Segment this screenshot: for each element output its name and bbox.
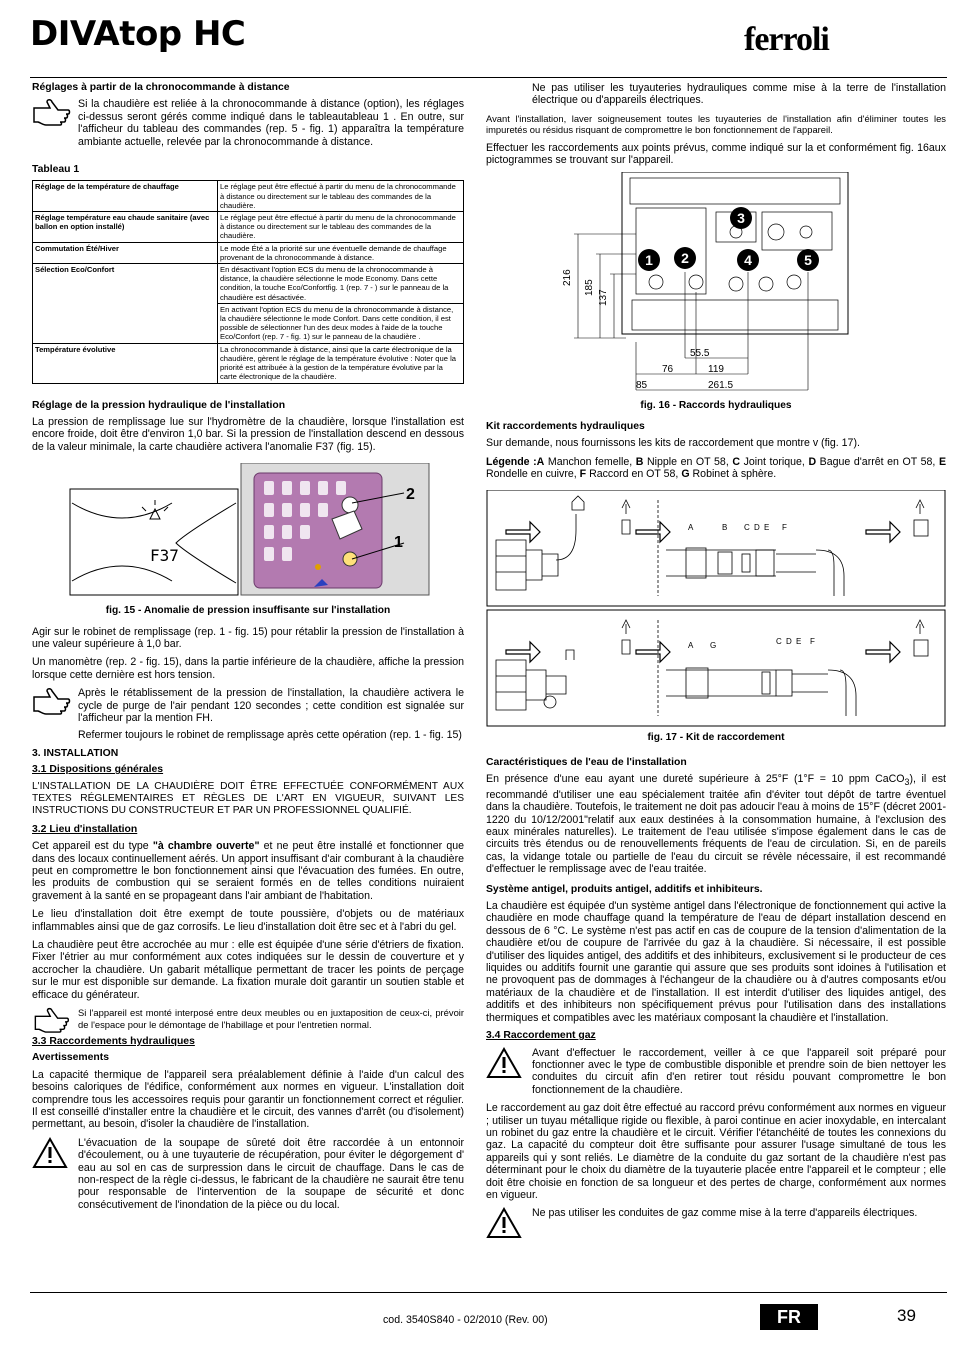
legend-item-text: Raccord en OT 58, [586, 468, 682, 481]
figure-16 [486, 172, 946, 396]
figure-15-caption: fig. 15 - Anomalie de pression insuffisante sur l'installation [105, 605, 391, 617]
warning-gas-earthing [486, 1207, 946, 1219]
paragraph-manometer: Un manomètre (rep. 2 - fig. 15), dans la partie inférieure de la chaudière, affiche la pression lorsque cette dernière est hors tension. [32, 656, 464, 681]
kit-label-c: C [744, 523, 750, 533]
table-key-cell: Réglage température eau chaude sanitaire (avec ballon en option installé) [33, 212, 218, 243]
fault-code-display: F37 [150, 546, 179, 566]
dim-85: 85 [636, 380, 648, 392]
pointing-hand-icon [32, 1007, 74, 1033]
document-code: cod. 3540S840 - 02/2010 (Rev. 00) [383, 1314, 548, 1326]
dim-55-5: 55.5 [690, 348, 710, 360]
paragraph-flush-pipes: Avant l'installation, laver soigneusement toutes les tuyauteries de l'installation afin d'éliminer toutes les impuretés ou résidus risquant de compromettre le bon fonctionnement de l'appareil. [486, 112, 946, 136]
kit-label-d: D [754, 523, 760, 533]
table-row [33, 181, 464, 212]
warning-gas-prepare-text: Avant d'effectuer le raccordement, veiller à ce que l'appareil soit préparé pour fonctionner avec le type de combustible disponible et prendre soin de bien nettoyer les conduites du circuit afin d'en retirer tout résidu pouvant compromettre le bon fonctionnement de la chaudière. [532, 1046, 946, 1096]
gas-paragraph: Le raccordement au gaz doit être effectué au raccord prévu conformément aux normes en vigueur ; utiliser un tuyau métallique rigide ou flexible, à paroi continue en acier inoxydable, en intercalant un robinet du gaz entre la chaudière et le circuit. Vérifier l'étanchéité de toutes les connexions du gaz. La capacité du compteur doit être suffisante pour assurer l'usage simultané de tous les appareils qui y sont reliés. Le diamètre de la conduite du gaz sortant de la chaudière n'est pas déterminant pour le choix du diamètre de la tuyauterie placée entre l'appareil et le compteur ; elle doit être choisie en fonction de sa longueur et des pertes de charge, conformément aux normes en vigueur. [486, 1102, 946, 1201]
section-installation-title: 3. INSTALLATION [32, 747, 119, 759]
warning-safety-valve-text: L'évacuation de la soupape de sûreté doit être raccordée à un entonnoir d'écoulement, ou à une tuyauterie de récupération, pour éviter le dégorgement d' eau au sol en cas de surpression dans le circuit de chauffage. Dans le cas de non-respect de la règle ci-dessus, le fabricant de la chaudière ne saurait être tenu pour responsable de l'intervention de la soupape de sécurité et donc consécutivement de l'inondation de la pièce ou du local. [78, 1136, 464, 1211]
marker-2-label: 2 [681, 250, 689, 267]
legend-item-text: Nipple en OT 58, [643, 455, 733, 468]
note-remote-text: Si la chaudière est reliée à la chronocommande à distance (option), les réglages ci-dessus seront gérés comme indiqué dans le tableautableau 1 . En outre, sur l'afficheur du tableau des commandes (rep. 5 - fig. 1) apparaîtra la température ambiante actuelle, relevée par la chronocommande à distance. [78, 98, 464, 148]
marker-1-label: 1 [645, 252, 653, 269]
paragraph-connection-points: Effectuer les raccordements aux points prévus, comme indiqué sur la et conformément fig. 16aux pictogrammes se trouvant sur l'appareil. [486, 141, 946, 167]
legend-letter: D [808, 455, 817, 468]
section-32-paragraph-2: Le lieu d'installation doit être exempt de toute poussière, d'objets ou de matériaux inflammables ainsi que de gaz corrosifs. Le lieu d'installation doit être sec et à l'abri du gel. [32, 908, 464, 933]
section-31-title: 3.1 Dispositions générales [32, 764, 164, 776]
figure-17-caption: fig. 17 - Kit de raccordement [647, 732, 785, 744]
footer-rule [30, 1292, 947, 1293]
legend-item-text: Manchon femelle, [544, 455, 636, 468]
warning-gas-prepare [486, 1047, 946, 1097]
kit2-label-a: A [688, 641, 694, 651]
warning-triangle-icon [32, 1137, 68, 1169]
kit-label-f: F [782, 523, 787, 533]
kit2-label-f: F [810, 637, 815, 647]
warning-triangle-icon [486, 1207, 522, 1239]
water-text-b: ), il est recommandé d'utiliser une eau spécialement traitée afin d'éviter tout dépôt de tartre éventuel dans la chaudière. Toutefois, le traitement ne doit pas adoucir l'eau à moins de 15°F (décret 2001-1220 du 10/12/2001"relatif aux eaux destinées à la consommation humaine, à l'exclusion des eaux minérales naturelles). Le traitement de l'eau utilisée s'impose également dans le cas de circuits très étendus ou de renouvellements fréquents de l'eau de circulation. Si, en de pareils cas, la vidange totale ou partielle de l'eau du circuit se révèle nécessaire, il est recommandé d'effectuer le remplissage avec de l'eau traitée. [486, 773, 946, 876]
kit2-label-g: G [710, 641, 717, 651]
legend-label: Légende : [486, 455, 537, 468]
dim-261-5: 261.5 [708, 380, 734, 392]
marker-3-label: 3 [737, 210, 745, 227]
display-frame [70, 489, 238, 595]
table-row [33, 212, 464, 243]
pointing-hand-icon [32, 687, 74, 715]
section-34-title: 3.4 Raccordement gaz [486, 1030, 596, 1042]
note-close-tap-text: Refermer toujours le robinet de remplissage après cette opération (rep. 1 - fig. 15) [78, 729, 462, 742]
table-row [33, 242, 464, 263]
legend-letter: B [635, 455, 644, 468]
legend-item-text: Robinet à sphère. [689, 468, 777, 481]
figure-15-drawing [32, 463, 464, 601]
table-key-cell: Sélection Eco/Confort [33, 264, 218, 344]
warning-gas-earthing-text: Ne pas utiliser les conduites de gaz comme mise à la terre d'appareils électriques. [532, 1207, 918, 1220]
kit-label-b: B [722, 523, 728, 533]
figure-17 [486, 490, 946, 728]
water-text-sub: 3 [904, 777, 910, 788]
table-value-cell: En activant l'option ECS du menu de la chronocommande à distance, la chaudière sélectionne le mode Confort. Dans cette condition, il est possible de sélectionner l'un des deux modes à l'aide de la touche Eco/Confort (rep. 7 - fig. 1) sur le panneau de la chaudière . [218, 303, 464, 343]
kit-label-e: E [764, 523, 770, 533]
dim-137: 137 [598, 289, 609, 307]
kit-panel-bottom [487, 610, 945, 726]
table1-title: Tableau 1 [32, 164, 80, 176]
section-remote-title: Réglages à partir de la chronocommande à distance [32, 82, 290, 93]
marker-5-label: 5 [804, 252, 812, 269]
figure-15 [32, 463, 464, 601]
kit2-label-e: E [796, 637, 802, 647]
kit-title: Kit raccordements hydrauliques [486, 420, 645, 432]
warning-triangle-icon [486, 1047, 522, 1079]
section-32-title: 3.2 Lieu d'installation [32, 823, 138, 835]
note-mounting-text: Si l'appareil est monté interposé entre deux meubles ou en juxtaposition de ceux-ci, prévoir de l'espace pour le démontage de l'habillage et pour l'entretien normal. [78, 1007, 464, 1030]
section-31-text: L'INSTALLATION DE LA CHAUDIÈRE DOIT ÊTRE EFFECTUÉE CONFORMÉMENT AUX TEXTES RÉGLEMENTAIRES ET RÈGLES DE L'ART EN VIGUEUR, SUIVANT LES INSTRUCTIONS DU CONSTRUCTEUR ET PAR UN PROFESSIONNEL QUALIFIÉ. [32, 780, 464, 817]
warning-earthing-water [486, 82, 946, 107]
water-paragraph [486, 773, 946, 875]
paragraph-fill-tap: Agir sur le robinet de remplissage (rep. 1 - fig. 15) pour rétablir la pression de l'installation à une valeur supérieure à 1,0 bar. [32, 625, 464, 650]
page-number: 39 [897, 1306, 916, 1325]
legend-letter: A [536, 455, 545, 468]
legend-item-text: Joint torique, [740, 455, 809, 468]
dim-76: 76 [662, 364, 674, 376]
ferroli-logo [744, 20, 830, 65]
antigel-paragraph: La chaudière est équipée d'un système antigel dans l'électronique de fonctionnement qui active la chaudière en mode chauffage quand la température de l'eau de départ installation descend en dessous de 6 °C. Le système n'est pas actif en cas de coupure de la tension d'alimentation de la chaudière et/ou de coupure de l'arrivée du gaz à la chaudière. Si nécessaire, il est possible d'utiliser des liquides antigel, des additifs et des inhibiteurs, exclusivement si le producteur de ces liquides ou additifs fournit une garantie qui assure que ses produits sont idoines à l'utilisation et ne provoquent pas de dommages à l'échangeur de la chaudière ou à d'autres composants et/ou matériaux de la chaudière et de l'installation. Il est interdit d'utiliser des liquides antigel, des additifs et des inhibiteurs non spécifiquement prévus pour l'utilisation dans des installations thermiques et compatibles avec les matériaux composant la chaudière et l'installation. [486, 900, 946, 1024]
section-32-paragraph-3: La chaudière peut être accrochée au mur : elle est équipée d'une série d'étriers de fixation. Fixer l'étrier au mur conformément aux cotes indiquées sur le dessin de couverture et y accrocher la chaudière. Un gabarit métallique permettant de tracer les points de perçage sur le mur est disponible sur demande. La fixation murale doit garantir un soutien stable et efficace du générateur. [32, 939, 464, 1001]
left-column [32, 82, 464, 1217]
right-column [486, 82, 946, 1226]
section-33-title: 3.3 Raccordements hydrauliques [32, 1035, 195, 1047]
table-value-cell: Le réglage peut être effectué à partir du menu de la chronocommande à distance ou directement sur le tableau des commandes de la chaudière. [218, 181, 464, 212]
s32-text-bold: "à chambre ouverte" [152, 840, 260, 853]
dim-185: 185 [584, 279, 595, 297]
language-badge: FR [760, 1304, 818, 1330]
kit2-label-c: C [776, 637, 782, 647]
section-33-paragraph: La capacité thermique de l'appareil sera préalablement définie à l'aide d'un calcul des besoins caloriques de l'édifice, conformément aux normes en vigueur. L'installation doit comprendre tous les accessoires requis pour garantir un fonctionnement correct et régulier. Il est conseillé d'installer entre la chaudière et le circuit, des vannes d'arrêt (ou d'isolement) permettant, au besoin, d'isoler la chaudière de l'installation. [32, 1068, 464, 1131]
pointing-hand-icon [32, 98, 74, 126]
table-1 [32, 180, 464, 383]
section-pressure-title: Réglage de la pression hydraulique de l'installation [32, 399, 286, 411]
table-value-cell: En désactivant l'option ECS du menu de la chronocommande à distance, la chaudière sélectionne le mode Economy. Dans cette condition, la touche Eco/Confortfig. 1 (rep. 7 - ) sur le panneau de la chaudière est désactivée. [218, 264, 464, 304]
legend-parts [486, 456, 946, 480]
legend-paragraph [486, 456, 946, 481]
s32-text-c: et ne peut être installé et fonctionner que dans des locaux continuellement aérés. Un apport insuffisant d'air comburant à la chaudière peut en compromettre le bon fonctionnement ainsi que l'évacuation des fumées. En outre, les produits de combustion qui se seraient formés en de telles conditions nuiraient gravement à la santé en se propageant dans l'air ambiant de l'habitation. [32, 840, 464, 902]
kit-paragraph: Sur demande, nous fournissons les kits de raccordement que montre v (fig. 17). [486, 437, 860, 450]
table-key-cell: Commutation Été/Hiver [33, 242, 218, 263]
warnings-subtitle: Avertissements [32, 1052, 110, 1064]
pressure-paragraph: La pression de remplissage lue sur l'hydromètre de la chaudière, lorsque l'installation est encore froide, doit être d'environ 1,0 bar. Si la pression de l'installation descend en dessous de la valeur minimale, la carte chaudière activera l'anomalie F37 (fig. 15). [32, 415, 464, 453]
filling-tap [343, 552, 357, 566]
table-key-cell: Température évolutive [33, 343, 218, 383]
figure-17-drawing [486, 490, 946, 728]
table-value-cell: Le réglage peut être effectué à partir du menu de la chronocommande à distance ou directement sur le tableau des commandes de la chaudière. [218, 212, 464, 243]
legend-item-text: Rondelle en cuivre, [486, 468, 580, 481]
warning-safety-valve [32, 1137, 464, 1211]
section-32-paragraph-1 [32, 840, 464, 902]
manometer-gauge [342, 497, 358, 513]
warning-earthing-water-text: Ne pas utiliser les tuyauteries hydrauliques comme mise à la terre de l'installation électrique ou d'appareils électriques. [532, 82, 946, 107]
water-text-a: En présence d'une eau ayant une dureté supérieure à 25°F (1°F = 10 ppm CaCO [486, 773, 905, 786]
kit2-label-d: D [786, 637, 792, 647]
legend-letter: E [938, 455, 947, 468]
fig15-label-1: 1 [394, 534, 403, 552]
dim-216: 216 [562, 269, 573, 287]
table-row [33, 264, 464, 304]
legend-letter: C [732, 455, 740, 468]
water-title: Caractéristiques de l'eau de l'installation [486, 756, 687, 768]
s32-text-a: Cet appareil est du type [32, 840, 153, 853]
header-rule [30, 77, 947, 78]
antigel-title: Système antigel, produits antigel, additifs et inhibiteurs. [486, 883, 763, 895]
figure-16-drawing [486, 172, 946, 396]
table-value-cell: Le mode Été a la priorité sur une éventuelle demande de chauffage provenant de la chronocommande à distance. [218, 242, 464, 263]
ferroli-logo-mark [744, 20, 830, 56]
note-mounting-space [32, 1007, 464, 1030]
kit-label-a: A [688, 523, 694, 533]
legend-item-text: Bague d'arrêt en OT 58, [816, 455, 939, 468]
dim-119: 119 [708, 364, 724, 376]
legend-letter: F [579, 468, 587, 481]
note-air-purge-text: Après le rétablissement de la pression de l'installation, la chaudière activera le cycle de purge de l'air pendant 120 secondes ; cette condition est signalée sur l'afficheur par la mention FH. [78, 687, 464, 724]
kit-panel-top [487, 490, 945, 606]
legend-letter: G [681, 468, 690, 481]
figure-16-caption: fig. 16 - Raccords hydrauliques [640, 400, 792, 412]
table-row [33, 343, 464, 383]
ferroli-logo-text: ferroli [744, 21, 829, 56]
document-title: DIVAtop HC [30, 14, 246, 54]
note-air-purge [32, 687, 464, 742]
table-key-cell: Réglage de la température de chauffage [33, 181, 218, 212]
marker-4-label: 4 [744, 252, 752, 269]
note-remote [32, 98, 464, 148]
table-value-cell: La chronocommande à distance, ainsi que la carte électronique de la chaudière, gèrent le réglage de la température évolutive : Noter que la priorité est attribuée à la gestion de la température évolutive par la carte électronique de la chaudière. [218, 343, 464, 383]
fig15-label-2: 2 [406, 486, 415, 504]
